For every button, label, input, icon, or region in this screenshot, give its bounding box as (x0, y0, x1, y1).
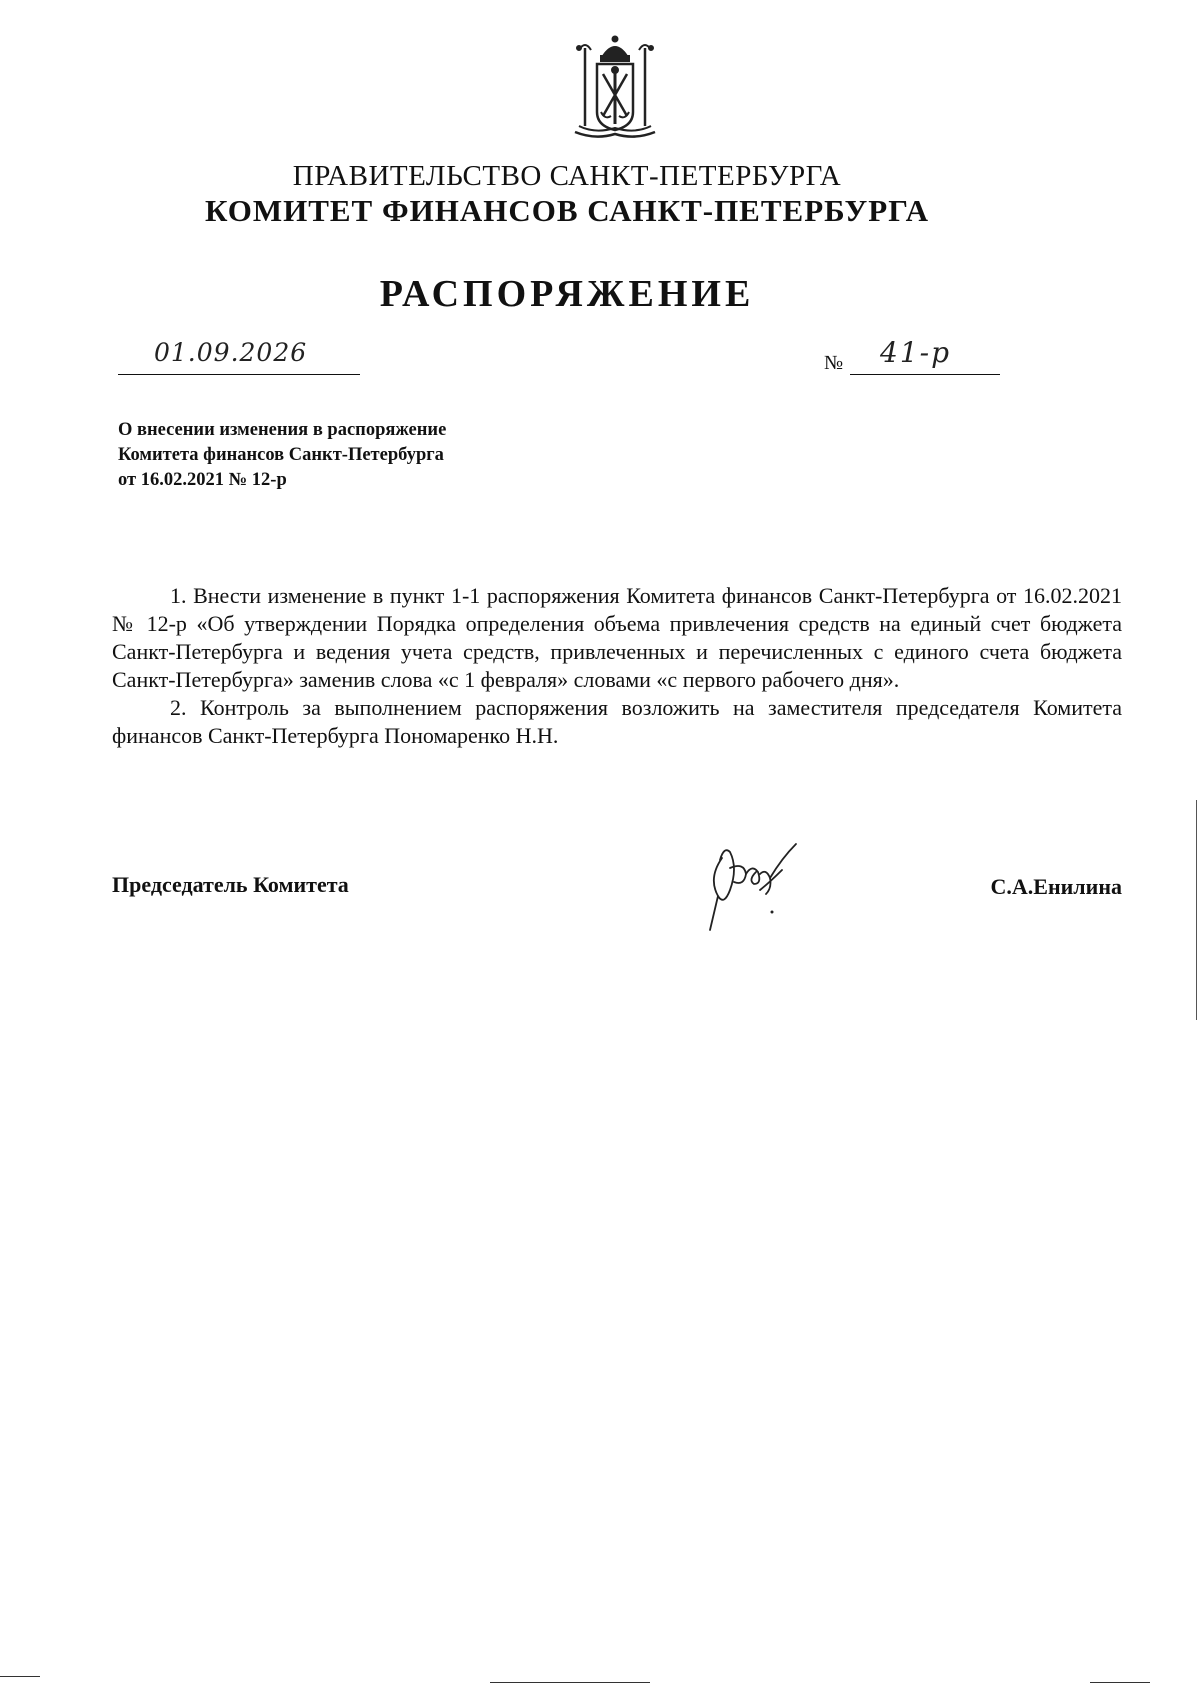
scan-artifact (1090, 1682, 1150, 1683)
subject-block (118, 418, 538, 493)
signatory-name: С.А.Енилина (990, 874, 1122, 899)
number-field (850, 338, 1000, 375)
body-paragraph-2: 2. Контроль за выполнением распоряжения возложить на заместителя председателя Комитета финансов Санкт-Петербурга Пономаренко Н.Н. (112, 695, 1122, 748)
scan-artifact (1196, 800, 1197, 1020)
handwritten-number: 41-р (880, 336, 952, 369)
committee-name: КОМИТЕТ ФИНАНСОВ САНКТ-ПЕТЕРБУРГА (205, 193, 929, 228)
scan-artifact (0, 1676, 40, 1677)
handwritten-date: 01.09.2026 (154, 338, 308, 367)
signatory-position: Председатель Комитета (112, 872, 349, 897)
document-body (112, 582, 1122, 750)
subject-line: О внесении изменения в распоряжение (118, 420, 447, 440)
government-name: ПРАВИТЕЛЬСТВО САНКТ-ПЕТЕРБУРГА (292, 160, 842, 192)
scan-artifact (490, 1682, 650, 1683)
date-field (118, 338, 360, 375)
body-paragraph-1: 1. Внести изменение в пункт 1-1 распоряжения Комитета финансов Санкт-Петербурга от 16.02.2021 № 12-р «Об утверждении Порядка определения объема привлечения средств на единый счет бюджета Санкт-Петербурга и ведения учета средств, привлеченных и перечисленных с единого счета бюджета Санкт-Петербурга» заменив слова «с 1 февраля» словами «с первого рабочего дня». (112, 583, 1122, 692)
subject-line: от 16.02.2021 № 12-р (118, 470, 287, 490)
handwritten-signature-icon (700, 838, 830, 938)
number-sign: № (824, 352, 844, 374)
document-type-title: РАСПОРЯЖЕНИЕ (379, 273, 755, 315)
coat-of-arms-icon (565, 34, 665, 142)
subject-line: Комитета финансов Санкт-Петербурга (118, 445, 444, 465)
